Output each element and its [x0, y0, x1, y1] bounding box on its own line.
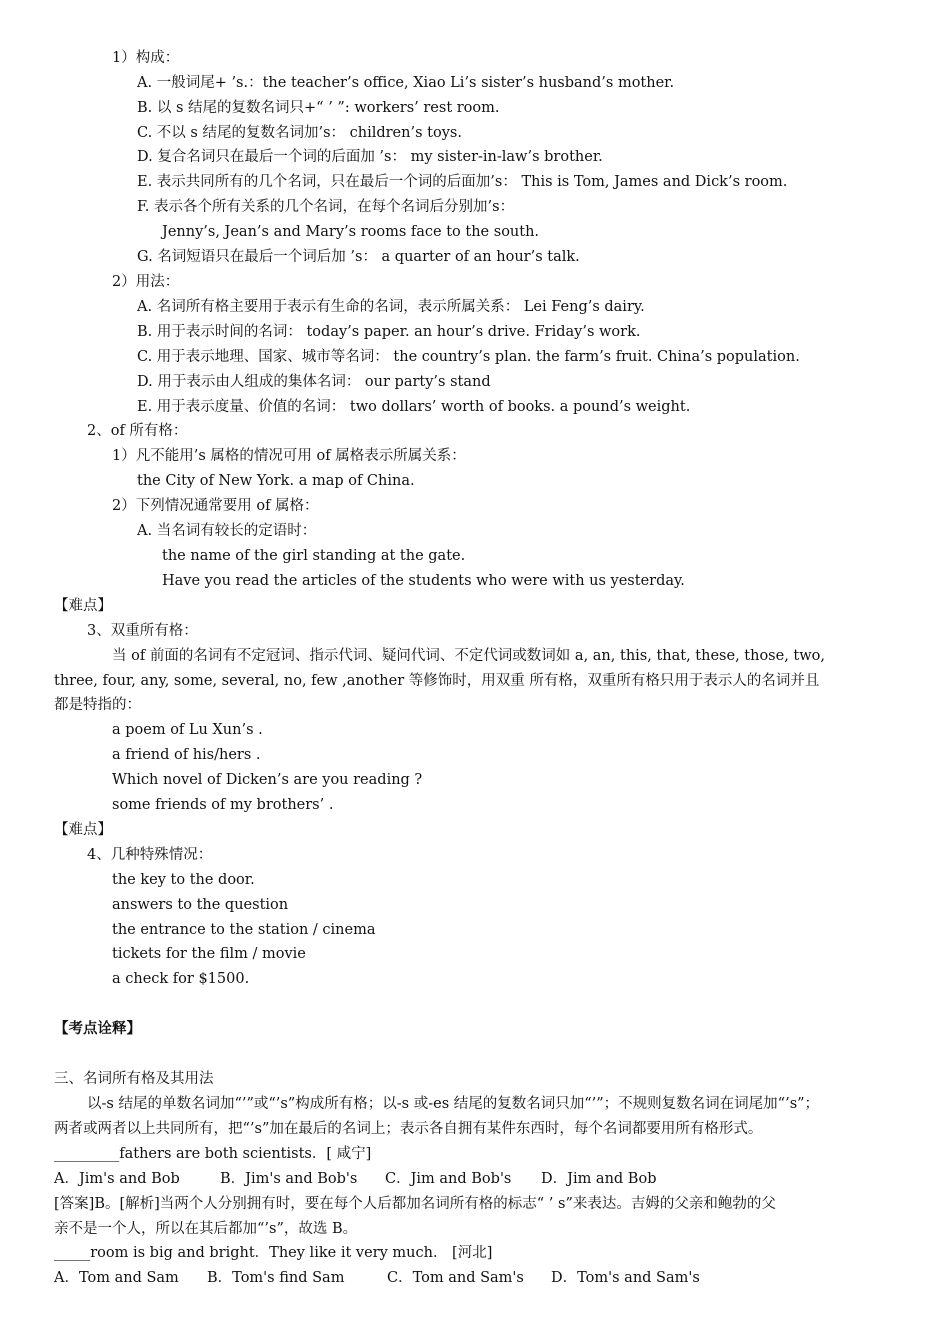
section2-point2-a: A. 当名词有较长的定语时： — [137, 523, 317, 539]
section4-example: the entrance to the station / cinema — [112, 922, 376, 938]
section2-example-2: Have you read the articles of the students who were with us yesterday. — [162, 573, 685, 589]
usage-heading: 2）用法： — [112, 274, 180, 290]
section2-heading: 2、of 所有格： — [87, 423, 188, 439]
section2-example-1: the name of the girl standing at the gate. — [162, 548, 466, 564]
part3-paragraph-line1: 以-s 结尾的单数名词加“’”或“’s”构成所有格；以-s 或-es 结尾的复数名词只加“’”；不规则复数名词在词尾加“’s”； — [87, 1096, 820, 1112]
question-1: _________fathers are both scientists．[ 咸宁] — [54, 1146, 372, 1162]
usage-item-d: D. 用于表示由人组成的集体名词： our party’s stand — [137, 374, 491, 390]
question-1-option-b: B．Jim's and Bob's — [220, 1171, 358, 1187]
section3-example: a poem of Lu Xun’s . — [112, 722, 263, 738]
question-1-answer-line2: 亲不是一个人，所以在其后都加“’s”，故选 B。 — [54, 1221, 358, 1237]
question-1-option-c: C．Jim and Bob's — [385, 1171, 512, 1187]
section4-example: a check for $1500. — [112, 971, 250, 987]
section3-heading: 3、双重所有格： — [87, 623, 198, 639]
difficulty-label: 【难点】 — [54, 598, 112, 614]
question-2-option-a: A．Tom and Sam — [54, 1270, 179, 1286]
usage-item-e: E. 用于表示度量、价值的名词： two dollars’ worth of books. a pound’s weight. — [137, 399, 691, 415]
section3-example: Which novel of Dicken’s are you reading ? — [112, 772, 423, 788]
question-1-answer-line1: [答案]B。[解析]当两个人分别拥有时，要在每个人后都加名词所有格的标志“ ’ s”来表达。吉姆的父亲和鲍勃的父 — [54, 1196, 776, 1212]
section3-paragraph-line1: 当 of 前面的名词有不定冠词、指示代词、疑问代词、不定代词或数词如 a, an, this, that, these, those, two, — [112, 648, 826, 664]
section4-example: the key to the door. — [112, 872, 255, 888]
section3-example: some friends of my brothers’ . — [112, 797, 334, 813]
question-2-option-c: C．Tom and Sam's — [387, 1270, 524, 1286]
question-2-option-d: D．Tom's and Sam's — [551, 1270, 700, 1286]
usage-item-c: C. 用于表示地理、国家、城市等名词： the country’s plan. the farm’s fruit. China’s population. — [137, 349, 800, 365]
exam-points-heading: 【考点诠释】 — [54, 1020, 141, 1037]
section3-example: a friend of his/hers . — [112, 747, 261, 763]
question-1-option-d: D．Jim and Bob — [541, 1171, 657, 1187]
section3-paragraph-line2: three, four, any, some, several, no, few ,another 等修饰时，用双重 所有格，双重所有格只用于表示人的名词并且 — [54, 673, 820, 689]
section4-example: tickets for the film / movie — [112, 946, 306, 962]
section2-point2: 2）下列情况通常要用 of 属格： — [112, 498, 319, 514]
usage-item-b: B. 用于表示时间的名词： today’s paper. an hour’s drive. Friday’s work. — [137, 324, 641, 340]
formation-item-g: G. 名词短语只在最后一个词后加 ’s： a quarter of an hour’s talk. — [137, 249, 580, 265]
formation-item-f: F. 表示各个所有关系的几个名词，在每个名词后分别加’s： — [137, 199, 515, 215]
section2-point1-example: the City of New York. a map of China. — [137, 473, 415, 489]
formation-heading: 1）构成： — [112, 50, 180, 66]
part3-paragraph-line2: 两者或两者以上共同所有，把“’s”加在最后的名词上；表示各自拥有某件东西时，每个名词都要用所有格形式。 — [54, 1121, 763, 1137]
formation-item-a: A. 一般词尾+ ’s.：the teacher’s office, Xiao Li’s sister’s husband’s mother. — [137, 75, 675, 91]
section3-paragraph-line3: 都是特指的： — [54, 697, 141, 713]
section2-point1: 1）凡不能用’s 属格的情况可用 of 属格表示所属关系： — [112, 448, 466, 464]
formation-item-e: E. 表示共同所有的几个名词，只在最后一个词的后面加’s： This is Tom, James and Dick’s room. — [137, 174, 788, 190]
formation-item-d: D. 复合名词只在最后一个词的后面加 ’s： my sister-in-law’s brother. — [137, 149, 603, 165]
question-2: _____room is big and bright．They like it very much． [河北] — [54, 1245, 493, 1261]
usage-item-a: A. 名词所有格主要用于表示有生命的名词，表示所属关系： Lei Feng’s dairy. — [137, 299, 645, 315]
formation-item-f-example: Jenny’s, Jean’s and Mary’s rooms face to the south. — [162, 224, 540, 240]
question-2-option-b: B．Tom's find Sam — [207, 1270, 345, 1286]
formation-item-b: B. 以 s 结尾的复数名词只+“ ’ ”: workers’ rest room. — [137, 100, 500, 116]
question-1-option-a: A．Jim's and Bob — [54, 1171, 180, 1187]
section4-heading: 4、几种特殊情况： — [87, 847, 213, 863]
formation-item-c: C. 不以 s 结尾的复数名词加’s： children’s toys. — [137, 125, 462, 141]
difficulty-label: 【难点】 — [54, 822, 112, 838]
section4-example: answers to the question — [112, 897, 289, 913]
part3-title: 三、名词所有格及其用法 — [54, 1071, 214, 1087]
